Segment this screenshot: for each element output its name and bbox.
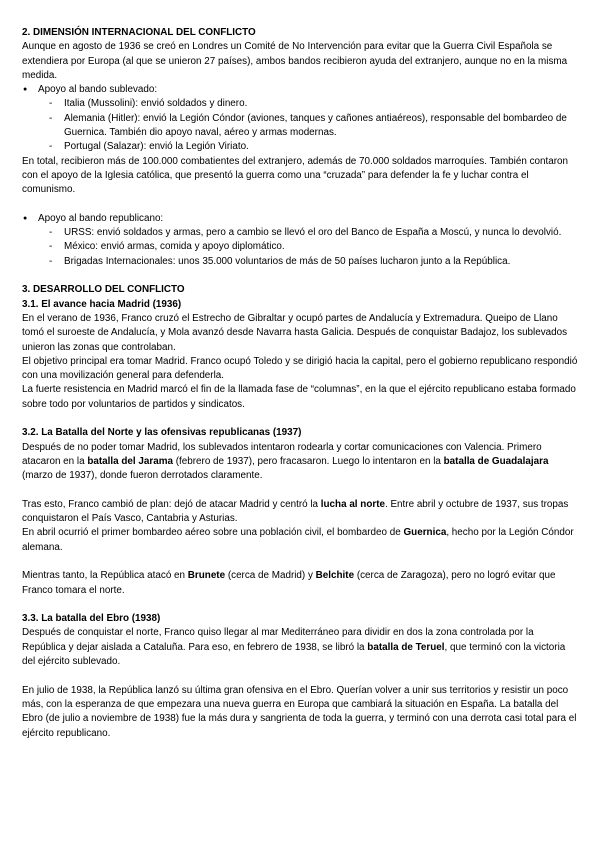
- list-item: - México: envió armas, comida y apoyo diplomático.: [49, 240, 580, 254]
- subsection-3-3-paragraph: [22, 626, 580, 669]
- spacer: [22, 412, 580, 426]
- bold-term: batalla del Jarama: [87, 455, 173, 467]
- text-run: , que terminó con la victoria del ejército sublevado.: [22, 641, 566, 668]
- bold-term: Belchite: [315, 570, 355, 582]
- text-run: (marzo de 1937), donde fueron derrotados claramente.: [22, 470, 263, 482]
- republicano-bullet-list: [22, 212, 580, 226]
- spacer: [22, 484, 580, 498]
- sublevado-dash-list: [22, 97, 580, 154]
- text-run: Tras esto, Franco cambió de plan: dejó de atacar Madrid y centró la: [22, 498, 321, 510]
- subsection-3-1-paragraph: La fuerte resistencia en Madrid marcó el fin de la llamada fase de “columnas”, en la que el ejército republicano estaba formado sobre todo por voluntarios de partidos y sindicatos.: [22, 384, 576, 410]
- text-run: Después de no poder tomar Madrid, los sublevados intentaron rodearla y cortar comunicaciones con Valencia. Primero atacaron en la: [22, 441, 542, 467]
- text-run: (cerca de Madrid) y: [225, 570, 316, 582]
- spacer: [22, 669, 580, 683]
- subsection-3-2-paragraph: [22, 526, 580, 555]
- text-run: , hecho por la Legión Cóndor alemana.: [22, 527, 574, 553]
- list-item: - Portugal (Salazar): envió la Legión Viriato.: [49, 140, 580, 154]
- subsection-3-2-paragraph: [22, 569, 580, 598]
- subsection-3-1-paragraph: El objetivo principal era tomar Madrid. Franco ocupó Toledo y se dirigió hacia la capital, pero el gobierno republicano respondió con una movilización general para defenderla.: [22, 355, 578, 382]
- republicano-bullet: [22, 212, 580, 226]
- subsection-3-2-title: 3.2. La Batalla del Norte y las ofensivas republicanas (1937): [22, 427, 302, 439]
- section-2-title: 2. DIMENSIÓN INTERNACIONAL DEL CONFLICTO: [22, 27, 256, 38]
- subsection-3-3-title: 3.3. La batalla del Ebro (1938): [22, 613, 161, 625]
- republicano-dash-list: [22, 226, 580, 269]
- subsection-3-2-paragraph: [22, 498, 580, 527]
- text-run: . Entre abril y octubre de 1937, sus tropas conquistaron el País Vasco, Cantabria y Asturias.: [22, 498, 569, 525]
- text-run: (febrero de 1937), pero fracasaron. Luego lo intentaron en la: [172, 455, 444, 467]
- document-content: [22, 26, 580, 741]
- bold-term: Brunete: [187, 570, 226, 582]
- subsection-3-1-title: 3.1. El avance hacia Madrid (1936): [22, 298, 182, 310]
- bold-term: lucha al norte: [320, 498, 385, 510]
- sublevado-summary: En total, recibieron más de 100.000 combatientes del extranjero, además de 70.000 soldados marroquíes. También contaron con el apoyo de la Iglesia católica, que presentó la guerra como una “cruzada” para defender la fe y luchar contra el comunismo.: [22, 155, 569, 196]
- bold-term: batalla de Teruel: [367, 641, 445, 653]
- subsection-3-1-paragraph: En el verano de 1936, Franco cruzó el Estrecho de Gibraltar y ocupó partes de Andalucía y Extremadura. Queipo de Llano tomó el suroeste de Andalucía, y Mola avanzó desde Navarra hasta Galicia. Después de conquistar Badajoz, los sublevados unieron las zonas que controlaban.: [22, 312, 568, 353]
- bold-term: Guernica: [403, 527, 447, 539]
- sublevado-bullet-list: [22, 83, 580, 97]
- spacer: [22, 555, 580, 569]
- sublevado-label: Apoyo al bando sublevado:: [38, 84, 158, 96]
- list-item: - Brigadas Internacionales: unos 35.000 voluntarios de más de 50 países lucharon junto a la República.: [49, 255, 580, 269]
- section-2-intro: Aunque en agosto de 1936 se creó en Londres un Comité de No Intervención para evitar que la Guerra Civil Española se extendiera por Europa (al que se unieron 27 países), ambos bandos recibieron ayuda del extranjero, aunque no en la misma medida.: [22, 41, 568, 81]
- bold-term: batalla de Guadalajara: [443, 455, 549, 467]
- sublevado-bullet: [22, 83, 580, 97]
- list-item: - Alemania (Hitler): envió la Legión Cóndor (aviones, tanques y cañones antiaéreos), responsable del bombardeo de Guernica. También dio apoyo naval, aéreo y armas modernas.: [49, 112, 580, 141]
- text-run: En abril ocurrió el primer bombardeo aéreo sobre una población civil, el bombardeo de: [22, 527, 404, 539]
- text-run: Después de conquistar el norte, Franco quiso llegar al mar Mediterráneo para dividir en dos la zona controlada por la República y dejar aislada a Cataluña. Para eso, en febrero de 1938, se libró la: [22, 627, 534, 653]
- text-run: (cerca de Zaragoza), pero no logró evitar que Franco tomara el norte.: [22, 570, 556, 596]
- list-item: - URSS: envió soldados y armas, pero a cambio se llevó el oro del Banco de España a Moscú, y nunca lo devolvió.: [49, 226, 580, 240]
- subsection-3-2-paragraph: [22, 441, 580, 484]
- text-run: Mientras tanto, la República atacó en: [22, 570, 188, 582]
- spacer: [22, 598, 580, 612]
- list-item: - Italia (Mussolini): envió soldados y dinero.: [49, 97, 580, 111]
- spacer: [22, 269, 580, 283]
- section-3-title: 3. DESARROLLO DEL CONFLICTO: [22, 284, 185, 296]
- subsection-3-3-paragraph: En julio de 1938, la República lanzó su última gran ofensiva en el Ebro. Querían volver a unir sus territorios y resistir un poco más, con la esperanza de que empezara una nueva guerra en Europa que cambiará la situación en España. La batalla del Ebro (de julio a noviembre de 1938) fue la más dura y sangrienta de toda la guerra, y terminó con una derrota casi total para el ejército republicano.: [22, 684, 577, 739]
- republicano-label: Apoyo al bando republicano:: [38, 212, 164, 224]
- spacer: [22, 198, 580, 212]
